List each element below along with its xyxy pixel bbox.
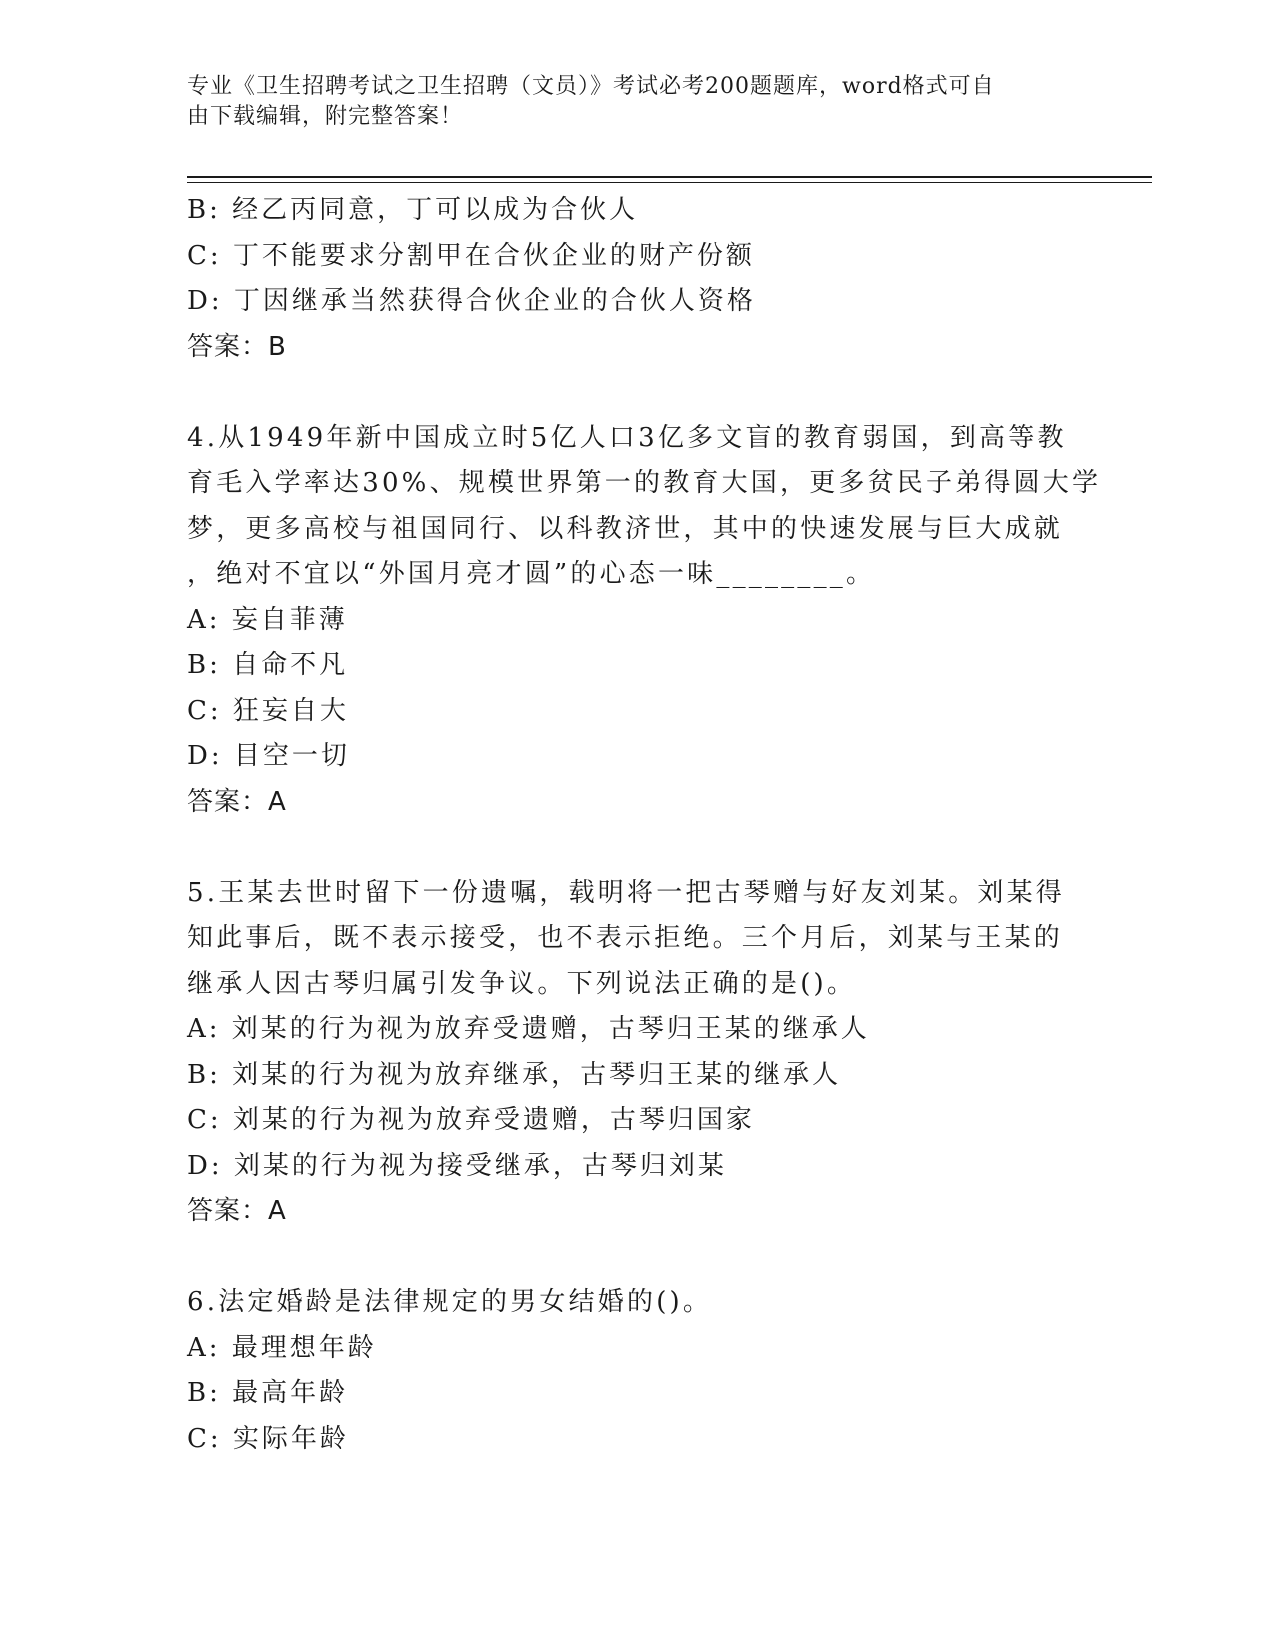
question-stem-line: 知此事后，既不表示接受，也不表示拒绝。三个月后，刘某与王某的 [187,923,1064,953]
question-5-options [187,1007,1087,1235]
option-d: D: 丁因继承当然获得合伙企业的合伙人资格 [187,286,756,316]
answer-line: 答案：A [187,1196,287,1226]
option-a: A: 妄自菲薄 [187,604,348,635]
option-c: C: 丁不能要求分割甲在合伙企业的财产份额 [187,240,755,271]
answer-line: 答案：A [187,786,287,817]
question-3-continued [187,188,1087,370]
question-4-options [187,598,1087,826]
question-stem-line: 育毛入学率达30%、规模世界第一的教育大国，更多贫民子弟得圆大学 [187,468,1102,498]
option-b: B: 自命不凡 [187,650,349,680]
header-title-line-2: 由下载编辑，附完整答案！ [187,104,464,129]
question-6 [187,1280,1087,1326]
document-body [187,188,1102,1462]
answer-line: 答案：B [187,331,287,362]
question-stem-line: 继承人因古琴归属引发争议。下列说法正确的是()。 [187,968,857,999]
option-d: D: 目空一切 [187,741,350,771]
question-stem-line: 5.王某去世时留下一份遗嘱，载明将一把古琴赠与好友刘某。刘某得 [187,877,1066,908]
question-4 [187,416,1102,598]
option-a: A: 最理想年龄 [187,1332,377,1363]
option-d: D: 刘某的行为视为接受继承，古琴归刘某 [187,1150,727,1181]
question-5 [187,871,1087,1008]
header-title-line-1: 专业《卫生招聘考试之卫生招聘（文员）》考试必考200题题库，word格式可自 [187,74,995,99]
option-b: B: 最高年龄 [187,1378,349,1408]
option-c: C: 实际年龄 [187,1423,349,1454]
option-b: B: 经乙丙同意，丁可以成为合伙人 [187,195,639,225]
header-divider-thick [187,176,1152,178]
question-spacer [187,1235,1087,1281]
option-a: A: 刘某的行为视为放弃受遗赠，古琴归王某的继承人 [187,1014,870,1044]
option-c: C: 狂妄自大 [187,695,349,726]
question-stem-line: 4.从1949年新中国成立时5亿人口3亿多文盲的教育弱国，到高等教 [187,422,1067,453]
question-spacer [187,825,1087,871]
question-stem-line: 6.法定婚龄是法律规定的男女结婚的()。 [187,1287,713,1317]
question-stem-line: ，绝对不宜以“外国月亮才圆”的心态一味________。 [187,559,876,589]
option-c: C: 刘某的行为视为放弃受遗赠，古琴归国家 [187,1105,755,1135]
document-header [187,72,1067,132]
header-divider-thin [187,182,1152,183]
question-stem-line: 梦，更多高校与祖国同行、以科教济世，其中的快速发展与巨大成就 [187,513,1064,544]
question-spacer [187,370,1087,416]
question-6-options [187,1326,1087,1463]
option-b: B: 刘某的行为视为放弃继承，古琴归王某的继承人 [187,1059,842,1090]
